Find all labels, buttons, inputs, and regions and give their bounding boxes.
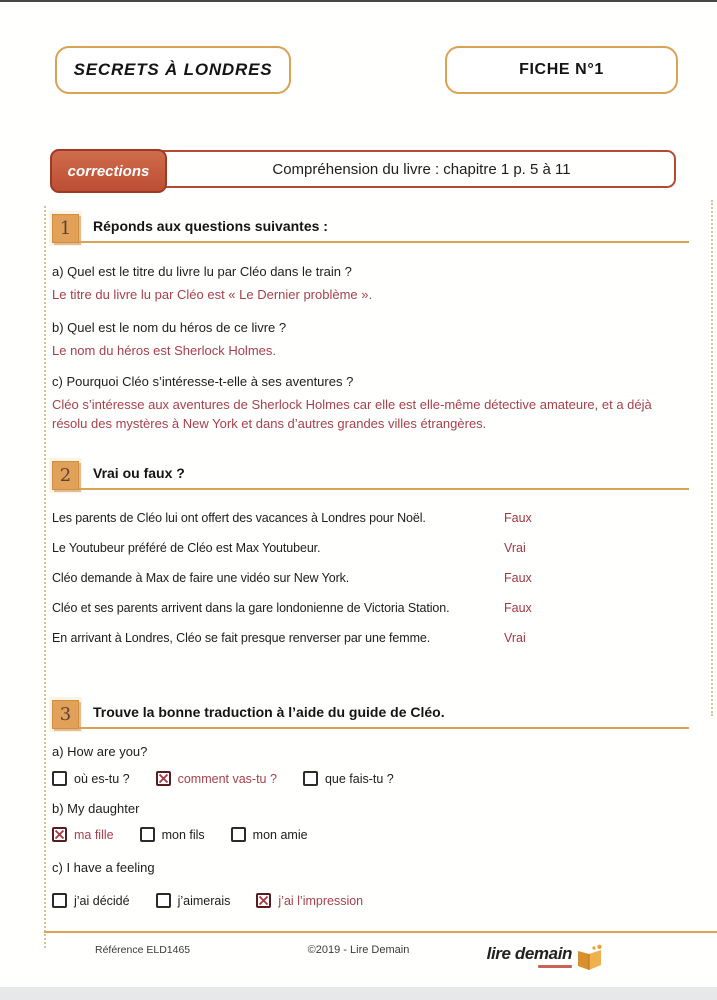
checkbox[interactable] (52, 827, 67, 842)
translation-options-row (52, 771, 689, 786)
option-label: que fais-tu ? (324, 771, 394, 786)
question-block (52, 373, 689, 433)
option-label: où es-tu ? (74, 771, 130, 786)
true-false-row (52, 629, 689, 648)
translation-options-row (52, 827, 689, 842)
lesson-title: Compréhension du livre : chapitre 1 p. 5 à 11 (272, 160, 571, 178)
checkbox[interactable] (156, 893, 171, 908)
question-text: b) Quel est le nom du héros de ce livre ? (52, 320, 287, 335)
translation-option[interactable] (52, 893, 130, 908)
translation-option[interactable] (303, 771, 394, 786)
translation-option[interactable] (156, 893, 231, 908)
page-top-edge (0, 0, 717, 2)
answer-text: Cléo s’intéresse aux aventures de Sherlock Holmes car elle est elle-même détective amateure, et a déjà résolu des mystères à New York et dans d’autres grandes villes étrangères. (52, 397, 652, 431)
page-bottom-edge (0, 987, 717, 1000)
option-label: mon fils (161, 827, 205, 842)
logo-tagline (538, 965, 572, 968)
option-label: comment vas-tu ? (177, 771, 277, 786)
section-1-number-badge: 1 (52, 214, 79, 243)
true-false-answer: Vrai (504, 541, 526, 555)
translation-option[interactable] (140, 827, 205, 842)
copyright-text: ©2019 - Lire Demain (307, 944, 410, 956)
answer-text: Le nom du héros est Sherlock Holmes. (52, 343, 276, 358)
sheet-number-box (445, 46, 678, 94)
true-false-answer: Faux (504, 571, 532, 585)
right-dotted-guide (711, 200, 713, 716)
statement-text: Le Youtubeur préféré de Cléo est Max Youtubeur. (52, 541, 321, 555)
content (0, 214, 717, 908)
section-2-title: Vrai ou faux ? (79, 465, 689, 490)
sheet-number: FICHE N°1 (519, 61, 604, 78)
footer (0, 931, 717, 972)
question-block (52, 263, 689, 304)
true-false-answer: Vrai (504, 631, 526, 645)
reference-code: Référence ELD1465 (95, 944, 191, 956)
book-title-box (55, 46, 291, 94)
checkbox[interactable] (303, 771, 318, 786)
checkbox[interactable] (256, 893, 271, 908)
option-label: j’ai l’impression (278, 893, 364, 908)
translation-prompt: b) My daughter (52, 801, 140, 816)
true-false-list (52, 509, 689, 648)
section-3-header (52, 700, 689, 729)
translation-option[interactable] (156, 771, 277, 786)
corrections-badge: corrections (50, 149, 167, 193)
section-3-number-badge: 3 (52, 700, 79, 729)
section-1-title: Réponds aux questions suivantes : (79, 218, 689, 243)
book-title: SECRETS À LONDRES (73, 60, 273, 79)
translation-option[interactable] (231, 827, 308, 842)
option-label: j’aimerais (177, 893, 231, 908)
translation-prompt: a) How are you? (52, 744, 148, 759)
option-label: ma fille (74, 827, 114, 842)
left-dotted-guide (44, 206, 46, 948)
true-false-row (52, 539, 689, 558)
translation-option[interactable] (52, 827, 114, 842)
translation-option[interactable] (52, 771, 130, 786)
question-text: c) Pourquoi Cléo s’intéresse-t-elle à ses aventures ? (52, 374, 354, 389)
checkbox[interactable] (231, 827, 246, 842)
statement-text: Les parents de Cléo lui ont offert des vacances à Londres pour Noël. (52, 511, 426, 525)
lesson-banner (50, 150, 676, 188)
section-3-title: Trouve la bonne traduction à l’aide du guide de Cléo. (79, 704, 689, 729)
option-label: j’ai décidé (74, 893, 130, 908)
section-2-number-badge: 2 (52, 461, 79, 490)
statement-text: Cléo demande à Max de faire une vidéo sur New York. (52, 571, 350, 585)
answer-text: Le titre du livre lu par Cléo est « Le Dernier problème ». (52, 287, 373, 302)
publisher-logo-text: lire demain (486, 944, 572, 963)
checkbox[interactable] (52, 771, 67, 786)
true-false-answer: Faux (504, 511, 532, 525)
question-block (52, 319, 689, 360)
checkbox[interactable] (156, 771, 171, 786)
option-label: mon amie (252, 827, 308, 842)
true-false-answer: Faux (504, 601, 532, 615)
checkbox[interactable] (140, 827, 155, 842)
true-false-row (52, 509, 689, 528)
section-2-header (52, 461, 689, 490)
checkbox[interactable] (52, 893, 67, 908)
true-false-row (52, 599, 689, 618)
true-false-row (52, 569, 689, 588)
translation-options-row (52, 893, 689, 908)
statement-text: Cléo et ses parents arrivent dans la gare londonienne de Victoria Station. (52, 601, 450, 615)
statement-text: En arrivant à Londres, Cléo se fait presque renverser par une femme. (52, 631, 431, 645)
question-text: a) Quel est le titre du livre lu par Cléo dans le train ? (52, 264, 352, 279)
header (0, 0, 717, 94)
translation-prompt: c) I have a feeling (52, 860, 155, 875)
translation-option[interactable] (256, 893, 363, 908)
section-1-header (52, 214, 689, 243)
